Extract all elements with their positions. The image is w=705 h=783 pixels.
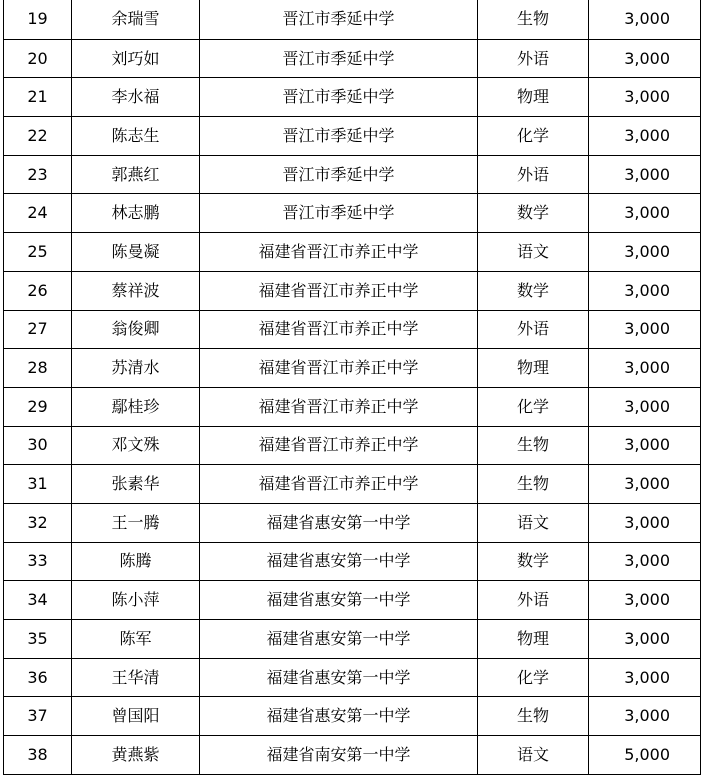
- school-cell: 福建省惠安第一中学: [200, 503, 478, 542]
- subject-cell: 生物: [478, 697, 589, 736]
- amount-cell: 3,000: [589, 658, 701, 697]
- table-row: [4, 542, 701, 581]
- subject-cell: 生物: [478, 426, 589, 465]
- school-cell: 福建省南安第一中学: [200, 736, 478, 775]
- award-table-body: [4, 0, 701, 774]
- amount-cell: 3,000: [589, 349, 701, 388]
- school-cell: 晋江市季延中学: [200, 117, 478, 156]
- name-cell: 余瑞雪: [72, 0, 200, 39]
- school-cell: 福建省晋江市养正中学: [200, 271, 478, 310]
- subject-cell: 外语: [478, 155, 589, 194]
- row-number-cell: 29: [4, 387, 72, 426]
- table-row: [4, 426, 701, 465]
- row-number-cell: 20: [4, 39, 72, 78]
- name-cell: 翁俊卿: [72, 310, 200, 349]
- school-cell: 福建省惠安第一中学: [200, 697, 478, 736]
- table-row: [4, 581, 701, 620]
- row-number-cell: 21: [4, 78, 72, 117]
- subject-cell: 语文: [478, 233, 589, 272]
- amount-cell: 3,000: [589, 0, 701, 39]
- amount-cell: 3,000: [589, 426, 701, 465]
- row-number-cell: 34: [4, 581, 72, 620]
- table-row: [4, 0, 701, 39]
- name-cell: 黄燕紫: [72, 736, 200, 775]
- subject-cell: 物理: [478, 349, 589, 388]
- amount-cell: 3,000: [589, 697, 701, 736]
- amount-cell: 3,000: [589, 387, 701, 426]
- school-cell: 福建省晋江市养正中学: [200, 349, 478, 388]
- table-row: [4, 233, 701, 272]
- subject-cell: 语文: [478, 736, 589, 775]
- name-cell: 刘巧如: [72, 39, 200, 78]
- amount-cell: 3,000: [589, 39, 701, 78]
- row-number-cell: 24: [4, 194, 72, 233]
- table-row: [4, 736, 701, 775]
- amount-cell: 3,000: [589, 155, 701, 194]
- subject-cell: 化学: [478, 658, 589, 697]
- table-row: [4, 271, 701, 310]
- table-row: [4, 310, 701, 349]
- subject-cell: 外语: [478, 581, 589, 620]
- school-cell: 福建省晋江市养正中学: [200, 310, 478, 349]
- amount-cell: 3,000: [589, 542, 701, 581]
- row-number-cell: 32: [4, 503, 72, 542]
- table-row: [4, 78, 701, 117]
- row-number-cell: 35: [4, 620, 72, 659]
- name-cell: 陈军: [72, 620, 200, 659]
- amount-cell: 3,000: [589, 233, 701, 272]
- school-cell: 福建省晋江市养正中学: [200, 426, 478, 465]
- subject-cell: 外语: [478, 310, 589, 349]
- school-cell: 福建省惠安第一中学: [200, 581, 478, 620]
- name-cell: 陈小萍: [72, 581, 200, 620]
- table-row: [4, 194, 701, 233]
- school-cell: 晋江市季延中学: [200, 39, 478, 78]
- name-cell: 林志鹏: [72, 194, 200, 233]
- row-number-cell: 30: [4, 426, 72, 465]
- subject-cell: 生物: [478, 0, 589, 39]
- table-row: [4, 387, 701, 426]
- school-cell: 晋江市季延中学: [200, 78, 478, 117]
- table-row: [4, 117, 701, 156]
- table-row: [4, 349, 701, 388]
- row-number-cell: 38: [4, 736, 72, 775]
- subject-cell: 化学: [478, 387, 589, 426]
- row-number-cell: 36: [4, 658, 72, 697]
- row-number-cell: 31: [4, 465, 72, 504]
- amount-cell: 3,000: [589, 310, 701, 349]
- subject-cell: 数学: [478, 194, 589, 233]
- amount-cell: 3,000: [589, 78, 701, 117]
- name-cell: 王一腾: [72, 503, 200, 542]
- table-row: [4, 620, 701, 659]
- table-row: [4, 658, 701, 697]
- row-number-cell: 33: [4, 542, 72, 581]
- school-cell: 晋江市季延中学: [200, 194, 478, 233]
- subject-cell: 生物: [478, 465, 589, 504]
- amount-cell: 3,000: [589, 194, 701, 233]
- row-number-cell: 28: [4, 349, 72, 388]
- subject-cell: 外语: [478, 39, 589, 78]
- subject-cell: 语文: [478, 503, 589, 542]
- school-cell: 福建省晋江市养正中学: [200, 465, 478, 504]
- table-row: [4, 465, 701, 504]
- row-number-cell: 27: [4, 310, 72, 349]
- subject-cell: 化学: [478, 117, 589, 156]
- school-cell: 福建省晋江市养正中学: [200, 233, 478, 272]
- row-number-cell: 23: [4, 155, 72, 194]
- subject-cell: 数学: [478, 271, 589, 310]
- name-cell: 蔡祥波: [72, 271, 200, 310]
- school-cell: 福建省惠安第一中学: [200, 542, 478, 581]
- subject-cell: 数学: [478, 542, 589, 581]
- row-number-cell: 22: [4, 117, 72, 156]
- school-cell: 晋江市季延中学: [200, 155, 478, 194]
- amount-cell: 3,000: [589, 117, 701, 156]
- amount-cell: 3,000: [589, 620, 701, 659]
- name-cell: 陈腾: [72, 542, 200, 581]
- amount-cell: 3,000: [589, 503, 701, 542]
- school-cell: 晋江市季延中学: [200, 0, 478, 39]
- table-row: [4, 39, 701, 78]
- school-cell: 福建省惠安第一中学: [200, 658, 478, 697]
- subject-cell: 物理: [478, 78, 589, 117]
- amount-cell: 5,000: [589, 736, 701, 775]
- subject-cell: 物理: [478, 620, 589, 659]
- name-cell: 陈志生: [72, 117, 200, 156]
- school-cell: 福建省晋江市养正中学: [200, 387, 478, 426]
- school-cell: 福建省惠安第一中学: [200, 620, 478, 659]
- name-cell: 张素华: [72, 465, 200, 504]
- row-number-cell: 26: [4, 271, 72, 310]
- table-row: [4, 155, 701, 194]
- name-cell: 邓文殊: [72, 426, 200, 465]
- name-cell: 陈曼凝: [72, 233, 200, 272]
- name-cell: 李水福: [72, 78, 200, 117]
- amount-cell: 3,000: [589, 271, 701, 310]
- amount-cell: 3,000: [589, 581, 701, 620]
- row-number-cell: 25: [4, 233, 72, 272]
- award-table: [3, 0, 701, 775]
- row-number-cell: 19: [4, 0, 72, 39]
- table-row: [4, 503, 701, 542]
- name-cell: 鄢桂珍: [72, 387, 200, 426]
- name-cell: 郭燕红: [72, 155, 200, 194]
- name-cell: 苏清水: [72, 349, 200, 388]
- table-row: [4, 697, 701, 736]
- name-cell: 曾国阳: [72, 697, 200, 736]
- row-number-cell: 37: [4, 697, 72, 736]
- name-cell: 王华清: [72, 658, 200, 697]
- amount-cell: 3,000: [589, 465, 701, 504]
